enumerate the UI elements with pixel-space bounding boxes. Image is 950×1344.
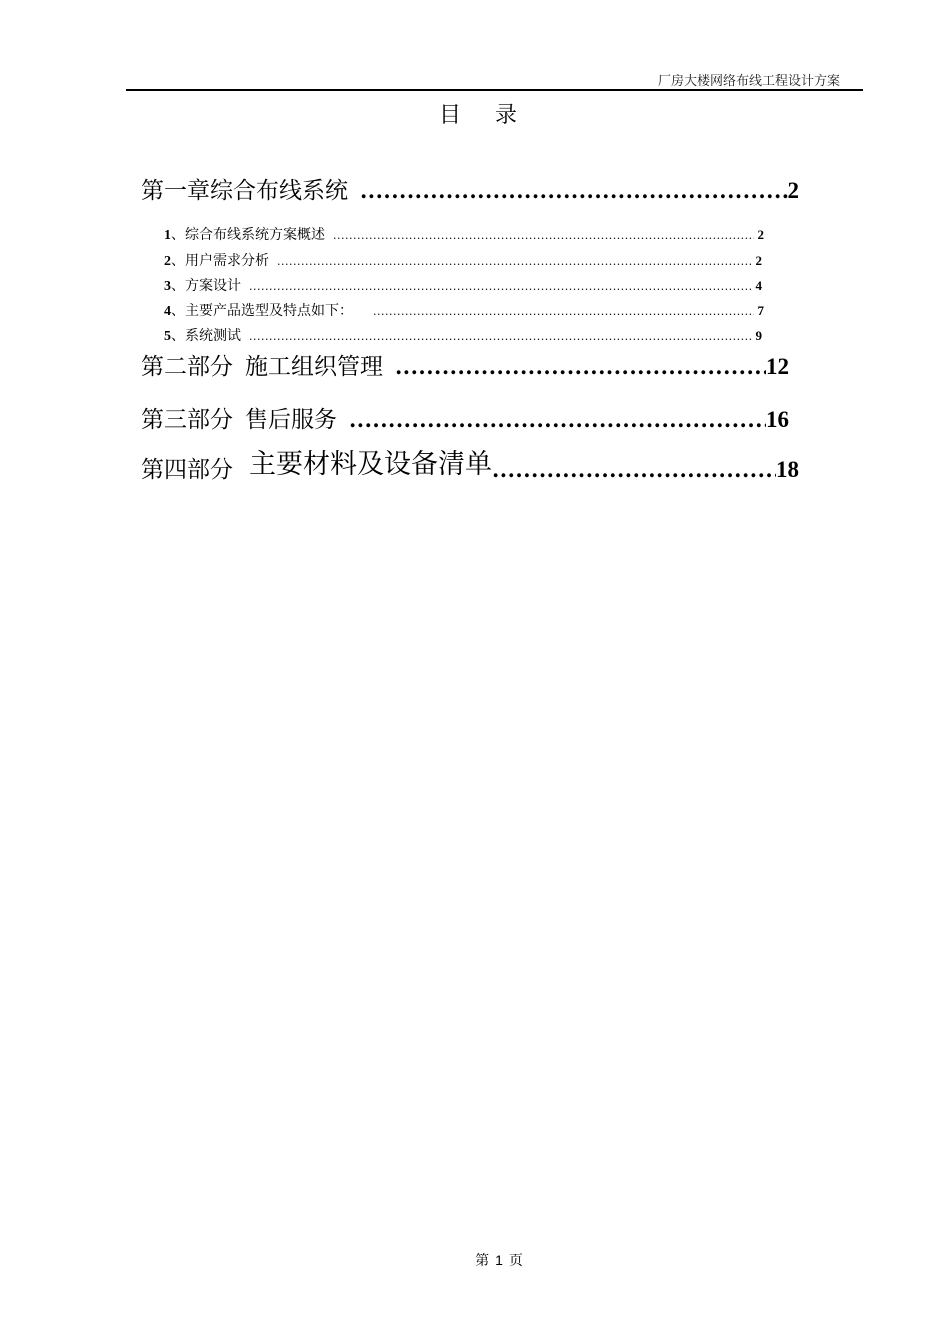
toc-section-4[interactable] — [164, 300, 764, 320]
toc-section-5[interactable] — [164, 325, 762, 345]
toc-section-2[interactable] — [164, 250, 762, 270]
toc-section-title: 、主要产品选型及特点如下： — [171, 303, 353, 319]
toc-chapter-title: 主要材料及设备清单 — [249, 449, 492, 480]
toc-chapter-title: 施工组织管理 — [245, 354, 383, 380]
toc-chapter-label: 第四部分 — [141, 457, 233, 483]
toc-page-number: 18 — [776, 457, 799, 482]
toc-chapter-title: 综合布线系统 — [210, 178, 348, 204]
dot-leader — [395, 354, 766, 379]
toc-chapter-label: 第三部分 — [141, 407, 233, 433]
toc-section-1[interactable] — [164, 224, 764, 244]
toc-page-number: 7 — [757, 303, 764, 318]
page-footer — [0, 1250, 950, 1270]
dot-leader — [249, 280, 752, 293]
toc-title: 目录 — [438, 103, 551, 128]
toc-section-title: 、综合布线系统方案概述 — [171, 227, 325, 243]
toc-page-number: 2 — [757, 227, 764, 242]
toc-section-title: 、用户需求分析 — [171, 253, 269, 269]
toc-section-number: 3 — [164, 279, 171, 294]
dot-leader — [373, 305, 754, 318]
footer-suffix: 页 — [508, 1253, 523, 1269]
toc-chapter-1[interactable] — [141, 172, 799, 205]
toc-page-number: 2 — [787, 178, 799, 203]
toc-page-number: 4 — [755, 278, 762, 293]
toc-page-number: 2 — [755, 253, 762, 268]
running-header: 厂房大楼网络布线工程设计方案 — [657, 74, 840, 89]
toc-section-number: 2 — [164, 254, 171, 269]
toc-chapter-3[interactable] — [141, 401, 789, 434]
toc-section-number: 4 — [164, 304, 171, 319]
toc-chapter-4[interactable] — [141, 446, 799, 485]
dot-leader — [360, 178, 788, 203]
toc-section-title: 、系统测试 — [171, 328, 241, 344]
toc-chapter-title: 售后服务 — [245, 407, 337, 433]
dot-leader — [277, 255, 752, 268]
dot-leader — [492, 457, 776, 482]
toc-chapter-label: 第一章 — [141, 178, 210, 204]
dot-leader — [333, 229, 754, 242]
footer-prefix: 第 — [475, 1253, 490, 1269]
footer-page-number: 1 — [495, 1252, 503, 1268]
toc-chapter-2[interactable] — [141, 348, 789, 381]
toc-page-number: 16 — [766, 407, 789, 432]
toc-section-title: 、方案设计 — [171, 278, 241, 294]
toc-section-3[interactable] — [164, 275, 762, 295]
toc-page-number: 9 — [755, 328, 762, 343]
dot-leader — [249, 330, 752, 343]
header-rule — [126, 89, 863, 91]
dot-leader — [349, 407, 766, 432]
toc-section-number: 1 — [164, 228, 171, 243]
toc-chapter-label: 第二部分 — [141, 354, 233, 380]
toc-section-number: 5 — [164, 329, 171, 344]
toc-page-number: 12 — [766, 354, 789, 379]
